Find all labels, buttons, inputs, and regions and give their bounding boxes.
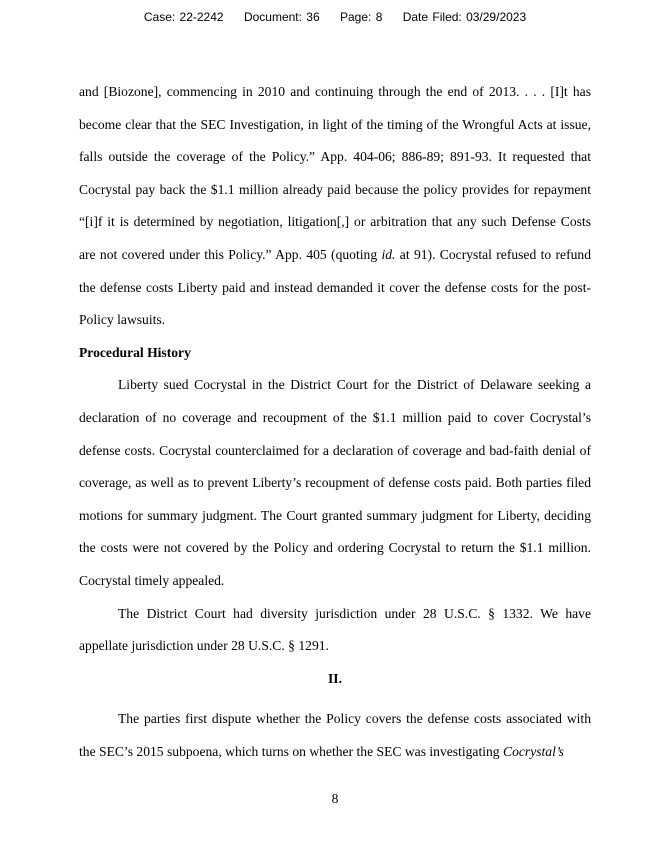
case-header — [0, 10, 670, 24]
date-filed: Date Filed: 03/29/2023 — [402, 10, 527, 24]
italic-cocrystals: Cocrystal’s — [503, 743, 564, 759]
paragraph-2: Liberty sued Cocrystal in the District Court for the District of Delaware seeking a declaration of no coverage and recoupment of the $1.1 million paid to cover Cocrystal’s defense costs. Cocrystal counterclaimed for a declaration of coverage and bad-faith denial of coverage, as well as to prevent Liberty’s recoupment of defense costs paid. Both parties filed motions for summary judgment. The Court granted summary judgment for Liberty, deciding the costs were not covered by the Policy and ordering Cocrystal to return the $1.1 million. Cocrystal timely appealed. — [79, 377, 591, 588]
paragraph-1-text-b: at 91). Cocrystal refused to refund the defense costs Liberty paid and instead demanded it cover the defense costs for the post-Policy lawsuits. — [79, 246, 591, 328]
opinion-body — [79, 76, 591, 768]
paragraph-4 — [79, 703, 591, 768]
citation-id: id. — [381, 246, 396, 262]
paragraph-3: The District Court had diversity jurisdiction under 28 U.S.C. § 1332. We have appellate jurisdiction under 28 U.S.C. § 1291. — [79, 605, 591, 654]
paragraph-4-text: The parties first dispute whether the Policy covers the defense costs associated with the SEC’s 2015 subpoena, which turns on whether the SEC was investigating — [79, 711, 591, 759]
page-label: Page: 8 — [340, 10, 383, 24]
section-heading-procedural-history: Procedural History — [79, 344, 191, 360]
page-number: 8 — [331, 791, 339, 806]
paragraph-1 — [79, 76, 591, 337]
section-number: II. — [328, 670, 342, 686]
document-number: Document: 36 — [243, 10, 320, 24]
paragraph-1-text-a: and [Biozone], commencing in 2010 and continuing through the end of 2013. . . . [I]t has become clear that the SEC Investigation, in light of the timing of the Wrongful Acts at issue, falls outside the coverage of the Policy.” App. 404-06; 886-89; 891-93. It requested that Cocrystal pay back the $1.1 million already paid because the policy provides for repayment “[i]f it is determined by negotiation, litigation[,] or arbitration that any such Defense Costs are not covered under this Policy.” App. 405 (quoting — [79, 84, 591, 262]
case-number: Case: 22-2242 — [143, 10, 224, 24]
